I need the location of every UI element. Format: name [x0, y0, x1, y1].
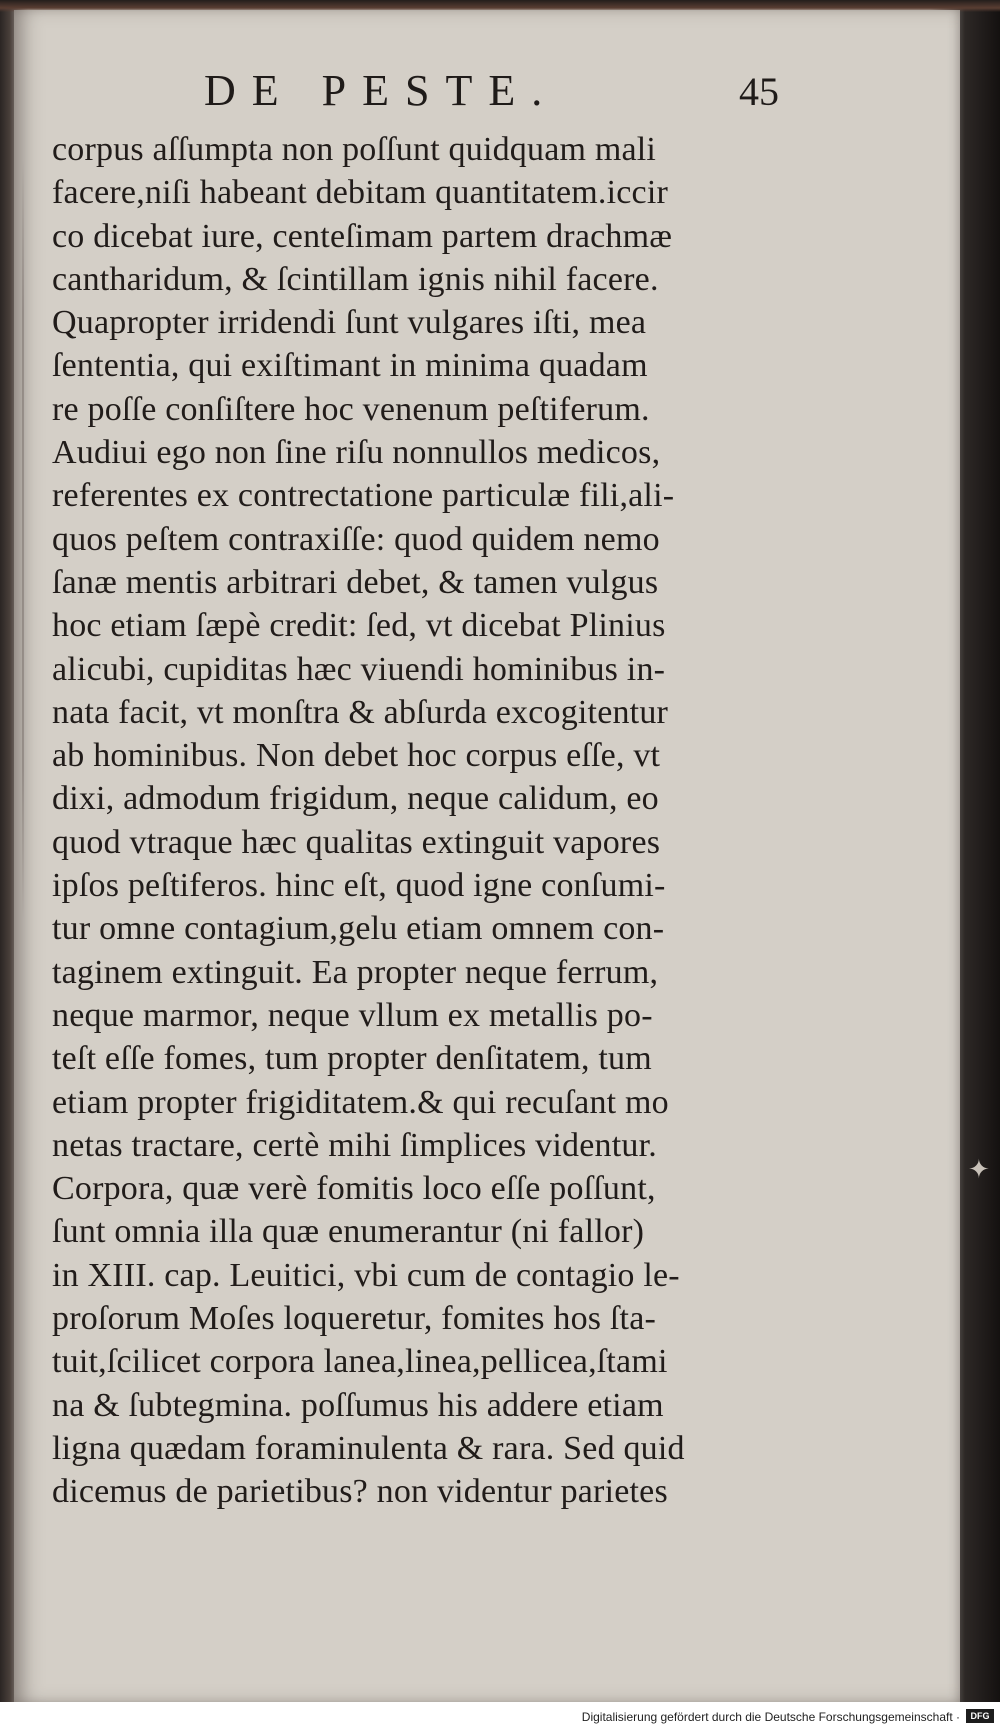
text-line: etiam propter frigiditatem.& qui recuſant mo [52, 1083, 669, 1121]
text-line: facere,niſi habeant debitam quantitatem.iccir [52, 174, 668, 212]
text-line: dicemus de parietibus? non videntur parietes [52, 1473, 668, 1511]
text-line: quos peſtem contraxiſſe: quod quidem nemo [52, 520, 660, 558]
running-head: DE PESTE. [204, 66, 559, 115]
text-line: hoc etiam ſæpè credit: ſed, vt dicebat Plinius [52, 607, 666, 645]
text-line: ab hominibus. Non debet hoc corpus eſſe, vt [52, 737, 661, 775]
text-line: Audiui ego non ſine riſu nonnullos medicos, [52, 434, 661, 472]
text-line: tuit,ſcilicet corpora lanea,linea,pellicea,ſtami [52, 1343, 668, 1381]
text-line: tur omne contagium,gelu etiam omnem con- [52, 910, 665, 948]
text-line: ſunt omnia illa quæ enumerantur (ni fallor) [52, 1213, 645, 1251]
text-line: teſt eſſe fomes, tum propter denſitatem, tum [52, 1040, 652, 1078]
text-line: taginem extinguit. Ea propter neque ferrum, [52, 953, 659, 991]
text-line: quod vtraque hæc qualitas extinguit vapores [52, 823, 661, 861]
digitization-credit: Digitalisierung gefördert durch die Deutsche Forschungsgemeinschaft · [581, 1710, 960, 1724]
text-line: neque marmor, neque vllum ex metallis po- [52, 996, 653, 1034]
text-line: cantharidum, & ſcintillam ignis nihil facere. [52, 260, 659, 298]
text-line: re poſſe conſiſtere hoc venenum peſtiferum. [52, 390, 650, 428]
text-line: nata facit, vt monſtra & abſurda excogitentur [52, 693, 669, 731]
page-gutter-shadow [22, 160, 24, 920]
body-text [52, 128, 782, 1514]
text-line: in XIII. cap. Leuitici, vbi cum de contagio le- [52, 1256, 680, 1294]
text-line: ipſos peſtiferos. hinc eſt, quod igne conſumi- [52, 867, 666, 905]
text-line: Quapropter irridendi ſunt vulgares iſti, mea [52, 304, 647, 342]
text-line: co dicebat iure, centeſimam partem drachmæ [52, 217, 673, 255]
text-line: ſententia, qui exiſtimant in minima quadam [52, 347, 648, 385]
page-number: 45 [739, 69, 779, 114]
dfg-logo: DFG [966, 1709, 994, 1723]
text-line: netas tractare, certè mihi ſimplices videntur. [52, 1126, 657, 1164]
text-line: referentes ex contrectatione particulæ fili,ali- [52, 477, 675, 515]
text-line: Corpora, quæ verè fomitis loco eſſe poſſunt, [52, 1170, 656, 1208]
text-line: corpus aſſumpta non poſſunt quidquam mali [52, 131, 657, 168]
text-line: proſorum Moſes loqueretur, fomites hos ſta- [52, 1300, 657, 1338]
text-line: dixi, admodum frigidum, neque calidum, eo [52, 780, 659, 818]
book-page [14, 10, 960, 1702]
text-line: na & ſubtegmina. poſſumus his addere etiam [52, 1386, 664, 1424]
binding-thread-mark: ✦ [968, 1155, 990, 1184]
text-line: alicubi, cupiditas hæc viuendi hominibus in- [52, 650, 666, 688]
text-line: ligna quædam foraminulenta & rara. Sed quid [52, 1429, 685, 1467]
text-line: ſanæ mentis arbitrari debet, & tamen vulgus [52, 563, 659, 601]
